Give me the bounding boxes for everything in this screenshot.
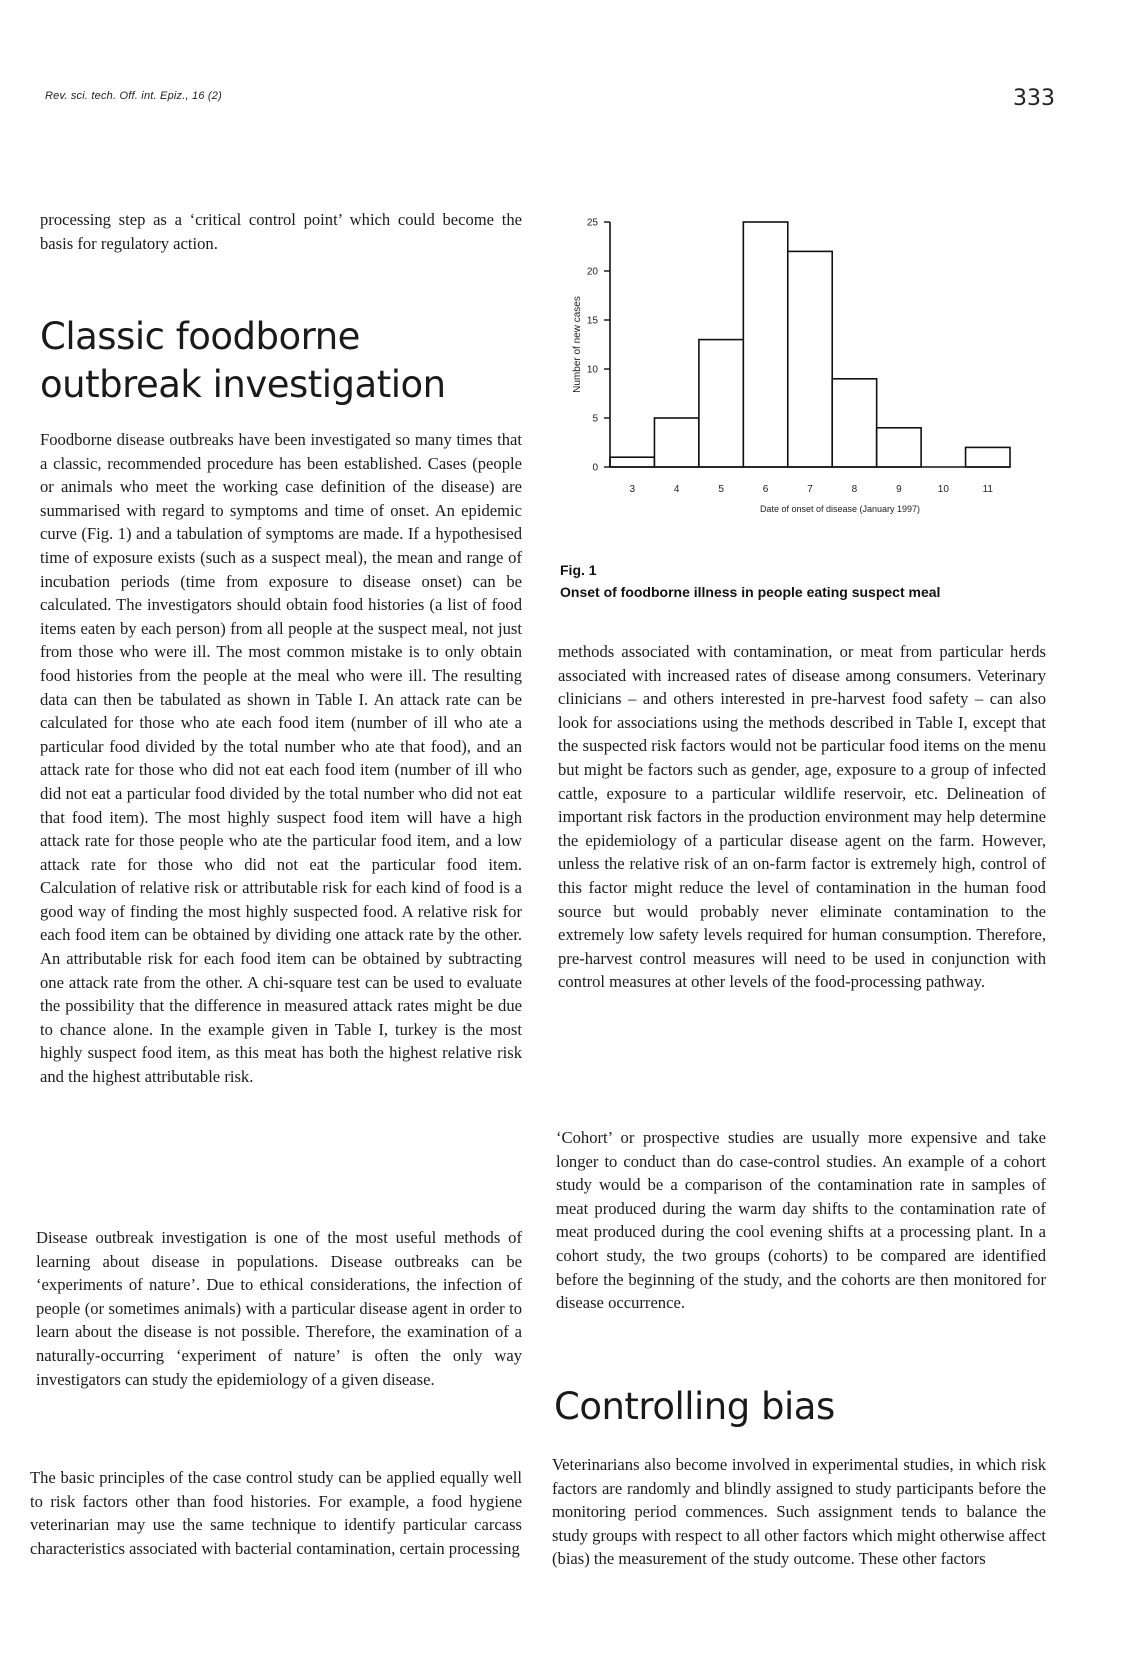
section-title-outbreak: Classic foodborne outbreak investigation: [40, 315, 446, 406]
x-tick-label: 6: [762, 484, 769, 495]
paragraph-cohort-studies: ‘Cohort’ or prospective studies are usually more expensive and take longer to conduct than do case-control studies. An example of a cohort study would be a comparison of the contamination rate in samples of meat produced during the warm day shifts to the contamination rate of meat produced during the cool evening shifts at a processing plant. In a cohort study, the two groups (cohorts) to be compared are identified before the beginning of the study, and the cohorts are then monitored for disease occurrence.: [556, 1128, 1046, 1313]
x-tick-label: 3: [629, 484, 636, 495]
section-title-controlling-bias: Controlling bias: [554, 1385, 835, 1428]
paragraph-outbreak-procedure: Foodborne disease outbreaks have been investigated so many times that a classic, recommended procedure has been established. Cases (people or animals who meet the working case definition of the disease) are summarised with regard to symptoms and time of onset. An epidemic curve (Fig. 1) and a tabulation of symptoms are made. If a hypothesised time of exposure exists (such as a suspect meal), the mean and range of incubation periods (time from exposure to disease onset) can be calculated. The investigators should obtain food histories (a list of food items eaten by each person) from all people at the suspect meal, not just from those who were ill. The most common mistake is to only obtain food histories from the people at the meal who were ill. The resulting data can then be tabulated as shown in Table I. An attack rate can be calculated for those who ate each food item (number of ill who ate a particular food divided by the total number who ate that food), and an attack rate for those who did not eat each food item (number of ill who did not eat a particular food divided by the total number who did not eat that food item). The most highly suspect food item will have a high attack rate for those people who ate the particular food item, and a low attack rate for those who did not eat the particular food item. Calculation of relative risk or attributable risk for each kind of food is a good way of finding the most highly suspected food. A relative risk for each food item can be obtained by dividing one attack rate by the other. An attributable risk for each food item can be obtained by subtracting one attack rate from the other. A chi-square test can be used to evaluate the possibility that the difference in measured attack rates might be due to chance alone. In the example given in Table I, turkey is the most highly suspect food item, as this meat has both the highest relative risk and the highest attributable risk.: [40, 430, 522, 1087]
x-axis-label: Date of onset of disease (January 1997): [759, 504, 921, 514]
x-tick-label: 9: [896, 484, 902, 495]
x-tick-label: 11: [982, 484, 993, 495]
epidemic-curve-chart: [560, 210, 1060, 560]
x-tick-label: 5: [718, 484, 724, 495]
x-tick-label: 10: [937, 484, 949, 495]
y-tick-label: 20: [586, 266, 598, 278]
figure-caption: Onset of foodborne illness in people eating suspect meal: [560, 584, 941, 600]
histogram-bar: [699, 340, 743, 467]
page-number: 333: [1013, 86, 1055, 111]
y-tick-label: 15: [586, 315, 598, 327]
histogram-bar: [788, 251, 832, 467]
histogram-bar: [877, 428, 921, 467]
paragraph-risk-factors: methods associated with contamination, or meat from particular herds associated with increased rates of disease among consumers. Veterinary clinicians – and others interested in pre-harvest food safety – can also look for associations using the methods described in Table I, except that the suspected risk factors would not be particular food items on the menu but might be factors such as gender, age, exposure to a group of infected cattle, exposure to a particular wildlife reservoir, etc. Delineation of important risk factors in the production environment may help determine the epidemiology of a particular disease agent on the farm. However, unless the relative risk of an on-farm factor is extremely high, control of this factor might reduce the level of contamination in the human food source but would probably never eliminate contamination to the extremely low safety levels required for human consumption. Therefore, pre-harvest control measures will need to be used in conjunction with control measures at other levels of the food-processing pathway.: [558, 642, 1046, 992]
y-tick-label: 25: [586, 217, 598, 229]
y-tick-label: 0: [592, 462, 598, 474]
paragraph-experimental-studies: Veterinarians also become involved in experimental studies, in which risk factors are randomly and blindly assigned to study participants before the monitoring period commences. Such assignment tends to balance the study groups with respect to all other factors which might otherwise affect (bias) the measurement of the study outcome. These other factors: [552, 1455, 1046, 1569]
journal-header: Rev. sci. tech. Off. int. Epiz., 16 (2): [45, 90, 222, 102]
histogram-bar: [832, 379, 876, 467]
figure-label: Fig. 1: [560, 562, 597, 578]
histogram-bar: [966, 447, 1010, 467]
y-axis-label: Number of new cases: [572, 296, 583, 393]
y-tick-label: 5: [592, 413, 598, 425]
intro-paragraph: processing step as a ‘critical control point’ which could become the basis for regulatory action.: [40, 210, 522, 253]
x-tick-label: 8: [851, 484, 858, 495]
paragraph-case-control-principles: The basic principles of the case control study can be applied equally well to risk factors other than food histories. For example, a food hygiene veterinarian may use the same technique to identify particular carcass characteristics associated with bacterial contamination, certain processing: [30, 1468, 522, 1558]
x-tick-label: 4: [673, 484, 680, 495]
histogram-bar: [743, 222, 787, 467]
histogram-bar: [610, 457, 654, 467]
y-tick-label: 10: [586, 364, 598, 376]
histogram-bar: [654, 418, 698, 467]
paragraph-experiments-of-nature: Disease outbreak investigation is one of the most useful methods of learning about disease in populations. Disease outbreaks can be ‘experiments of nature’. Due to ethical considerations, the infection of people (or sometimes animals) with a particular disease agent in order to learn about the disease is not possible. Therefore, the examination of a naturally-occurring ‘experiment of nature’ is often the only way investigators can study the epidemiology of a given disease.: [36, 1228, 522, 1389]
x-tick-label: 7: [807, 484, 813, 495]
